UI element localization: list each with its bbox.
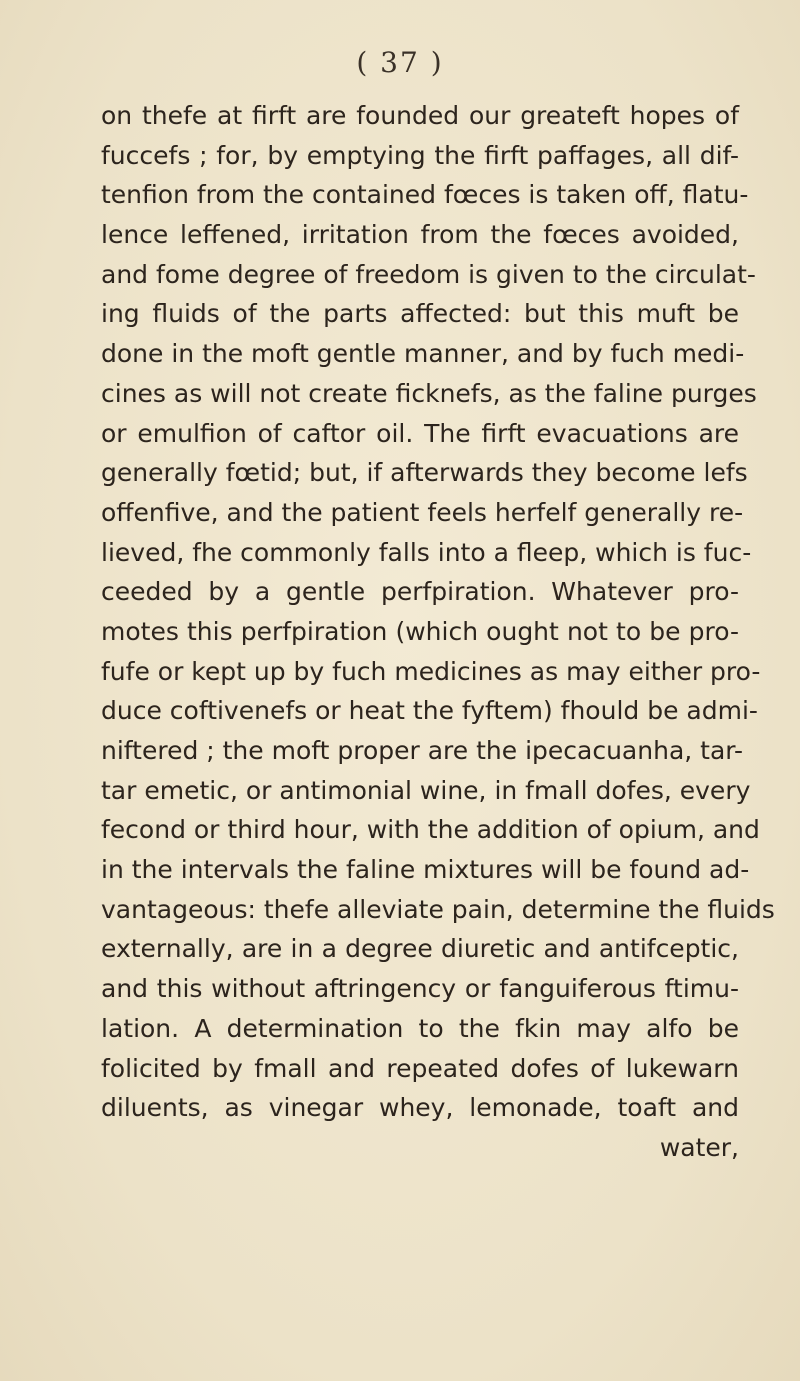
text-line: niftered ; the moft proper are the ipecacuanha, tar- [101,736,743,765]
text-line: tenfion from the contained fœces is taken off, flatu- [101,180,749,210]
text-line: fuccefs ; for, by emptying the firft paffages, all dif- [101,140,739,170]
catchword: water, [659,1132,739,1162]
text-line: lieved, fhe commonly falls into a fleep, which is fuc- [101,537,752,567]
text-line: folicited by fmall and repeated dofes of lukewarn [101,1053,739,1083]
text-line: in the intervals the faline mixtures will be found ad- [101,855,750,885]
text-line: cines as will not create ficknefs, as the faline purges [101,378,757,408]
text-line: tar emetic, or antimonial wine, in fmall dofes, every [101,775,751,805]
text-line: fecond or third hour, with the addition of opium, and [101,815,760,845]
text-line: vantageous: thefe alleviate pain, determine the fluids [101,894,775,924]
text-line: ing fluids of the parts affected: but this muft be [101,299,739,329]
text-line: generally fœtid; but, if afterwards they become lefs [101,458,748,488]
text-line: duce coftivenefs or heat the fyftem) fhould be admi- [101,696,758,726]
text-line: diluents, as vinegar whey, lemonade, toaft and [101,1093,739,1123]
text-line: lence leffened, irritation from the fœces avoided, [101,220,739,250]
text-line: or emulfion of caftor oil. The firft evacuations are [101,418,739,448]
text-line: lation. A determination to the fkin may alfo be [101,1013,739,1043]
text-line: motes this perfpiration (which ought not to be pro- [101,616,739,646]
text-line: and this without aftringency or fanguiferous ftimu- [101,974,739,1004]
text-line: fufe or kept up by fuch medicines as may either pro- [101,656,761,686]
text-line: and fome degree of freedom is given to the circulat- [101,259,756,289]
body-text [101,96,775,1168]
text-line: on thefe at firft are founded our greateft hopes of [101,101,739,130]
text-line: ceeded by a gentle perfpiration. Whatever pro- [101,577,739,607]
text-line: offenfive, and the patient feels herfelf generally re- [101,497,744,527]
page-number: ( 37 ) [356,46,444,79]
text-line: done in the moft gentle manner, and by fuch medi- [101,339,745,369]
text-line: externally, are in a degree diuretic and antifceptic, [101,934,739,964]
